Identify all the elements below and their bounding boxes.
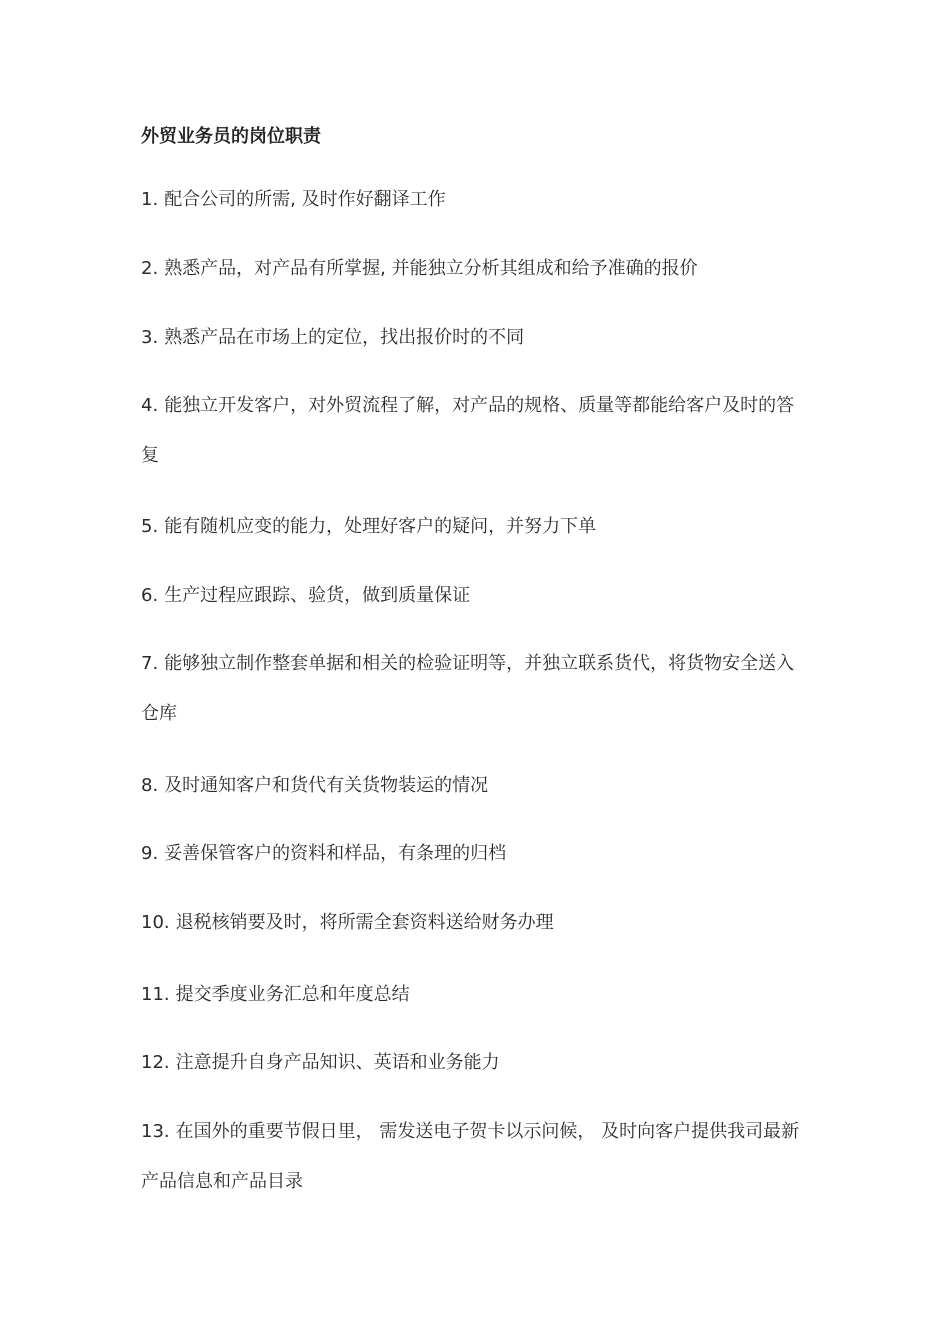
item-text: 能够独立制作整套单据和相关的检验证明等，并独立联系货代，将货物安全送入仓库 (141, 653, 795, 724)
list-item (141, 175, 811, 225)
list-item (141, 313, 811, 363)
item-text: 在国外的重要节假日里， 需发送电子贺卡以示问候， 及时向客户提供我司最新产品信息和产品目录 (141, 1121, 800, 1192)
list-item (141, 571, 811, 621)
item-text: 熟悉产品，对产品有所掌握, 并能独立分析其组成和给予准确的报价 (164, 258, 698, 279)
list-item (141, 381, 811, 481)
item-number: 2. (141, 258, 159, 279)
item-number: 9. (141, 843, 159, 864)
item-number: 12. (141, 1052, 170, 1073)
item-number: 4. (141, 395, 159, 416)
list-item (141, 898, 811, 948)
item-text: 注意提升自身产品知识、英语和业务能力 (175, 1052, 500, 1073)
item-number: 8. (141, 775, 159, 796)
item-number: 13. (141, 1121, 170, 1142)
document-title: 外贸业务员的岗位职责 (141, 126, 321, 147)
list-item (141, 761, 811, 811)
list-item (141, 829, 811, 879)
list-item (141, 639, 811, 739)
list-item (141, 502, 811, 552)
item-text: 及时通知客户和货代有关货物装运的情况 (164, 775, 489, 796)
item-text: 生产过程应跟踪、验货，做到质量保证 (164, 585, 471, 606)
list-item (141, 1107, 811, 1207)
item-text: 退税核销要及时，将所需全套资料送给财务办理 (175, 912, 554, 933)
item-text: 提交季度业务汇总和年度总结 (175, 984, 410, 1005)
item-text: 熟悉产品在市场上的定位，找出报价时的不同 (164, 327, 525, 348)
item-number: 7. (141, 653, 159, 674)
item-number: 1. (141, 189, 159, 210)
list-item (141, 1038, 811, 1088)
item-number: 6. (141, 585, 159, 606)
list-item (141, 244, 811, 294)
item-number: 10. (141, 912, 170, 933)
item-number: 5. (141, 516, 159, 537)
item-number: 3. (141, 327, 159, 348)
list-item (141, 970, 811, 1020)
item-number: 11. (141, 984, 170, 1005)
item-text: 配合公司的所需, 及时作好翻译工作 (164, 189, 446, 210)
item-text: 妥善保管客户的资料和样品，有条理的归档 (164, 843, 507, 864)
item-text: 能有随机应变的能力，处理好客户的疑问，并努力下单 (164, 516, 597, 537)
item-text: 能独立开发客户，对外贸流程了解，对产品的规格、质量等都能给客户及时的答复 (141, 395, 795, 466)
